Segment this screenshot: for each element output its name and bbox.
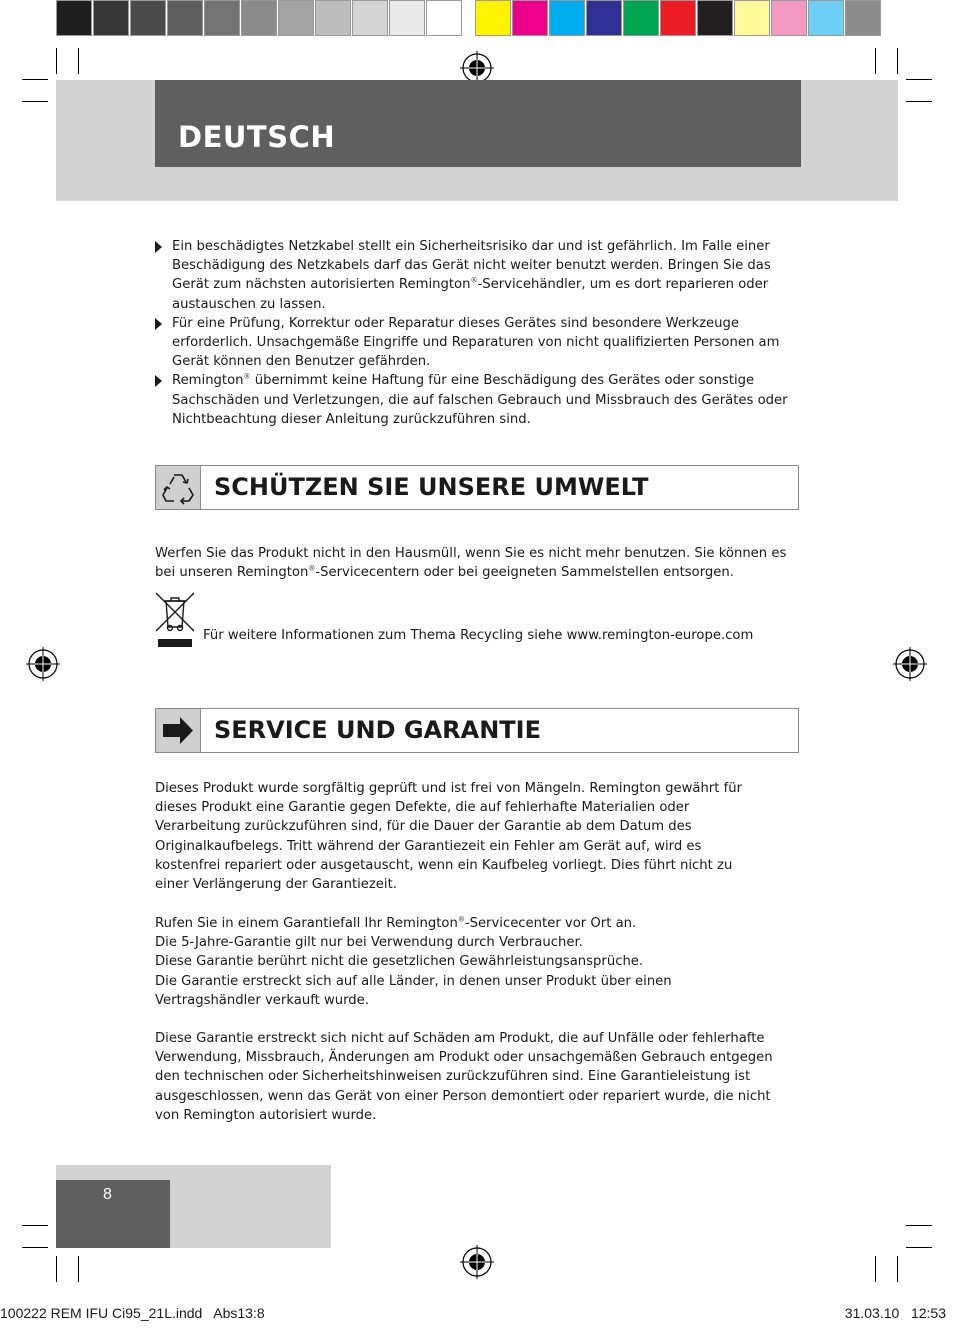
recycling-note: Für weitere Informationen zum Thema Recycling siehe www.remington-europe.com: [203, 628, 754, 643]
page-number-box: [56, 1180, 170, 1248]
gray-swatch: [278, 0, 314, 36]
page-number: 8: [103, 1186, 112, 1203]
service-line: Die 5-Jahre-Garantie gilt nur bei Verwendung durch Verbraucher.: [155, 935, 583, 951]
crop-mark: [22, 1225, 48, 1226]
crop-mark: [875, 1256, 876, 1282]
section-heading-environment: [155, 465, 799, 510]
gray-swatch: [352, 0, 388, 36]
service-paragraph-1: [155, 779, 745, 894]
color-swatch: [734, 0, 770, 36]
list-item: [155, 237, 795, 314]
gray-swatch: [130, 0, 166, 36]
crop-mark: [78, 48, 79, 74]
color-swatch: [808, 0, 844, 36]
registered-mark: ®: [457, 915, 465, 924]
registered-mark: ®: [243, 373, 251, 382]
gray-swatch: [56, 0, 92, 36]
list-item: [155, 314, 795, 372]
gray-swatch: [315, 0, 351, 36]
service-line: Diese Garantie berührt nicht die gesetzlichen Gewährleistungsansprüche.: [155, 954, 644, 970]
swatch-gap: [463, 0, 475, 38]
registration-mark-icon: [460, 1245, 494, 1279]
crop-mark: [56, 48, 57, 74]
service-paragraph-3: [155, 1029, 775, 1125]
crop-mark: [875, 48, 876, 74]
page-title: DEUTSCH: [178, 120, 336, 154]
service-line: Die Garantie erstreckt sich auf alle Länder, in denen unser Produkt über einen Vertragshändler verkauft wurde.: [155, 973, 672, 1008]
arrow-right-icon: [156, 709, 200, 752]
gray-swatch: [167, 0, 203, 36]
recycle-icon: [156, 466, 200, 509]
bullet-text: Remington® übernimmt keine Haftung für eine Beschädigung des Gerätes oder sonstige Sachschäden und Verletzungen, die auf falschen Gebrauch und Missbrauch des Gerätes oder Nichtbeachtung dieser Anleitung zurückzuführen sind.: [172, 373, 788, 427]
color-swatch: [697, 0, 733, 36]
footer-date-info: 31.03.10 12:53: [844, 1305, 946, 1321]
gray-swatch: [389, 0, 425, 36]
color-swatch: [771, 0, 807, 36]
registration-mark-icon: [26, 647, 60, 681]
color-swatch: [512, 0, 548, 36]
crop-mark: [22, 101, 48, 102]
list-item: [155, 371, 795, 429]
gray-swatch: [241, 0, 277, 36]
arrow-icon-box: [156, 709, 201, 752]
color-swatch: [660, 0, 696, 36]
bullet-text: Ein beschädigtes Netzkabel stellt ein Sicherheitsrisiko dar und ist gefährlich. Im Falle einer Beschädigung des Netzkabels darf das Gerät nicht weiter benutzt werden. Bringen Sie das Gerät zum nächsten autorisierten Remington®-Servicehändler, um es dort reparieren oder austauschen zu lassen.: [172, 239, 771, 312]
gray-swatch: [426, 0, 462, 36]
registration-mark-icon: [893, 647, 927, 681]
crop-mark: [906, 101, 932, 102]
gray-swatch: [204, 0, 240, 36]
crop-mark: [897, 48, 898, 74]
color-swatch: [623, 0, 659, 36]
color-swatch: [475, 0, 511, 36]
crop-mark: [22, 1247, 48, 1248]
recycle-icon-box: [156, 466, 201, 509]
color-swatch: [549, 0, 585, 36]
bullet-triangle-icon: [155, 241, 162, 253]
service-text-3: Diese Garantie erstreckt sich nicht auf Schäden am Produkt, die auf Unfälle oder fehlerhafte Verwendung, Missbrauch, Änderungen am Produkt oder unsachgemäßen Gebrauch entgegen den technischen oder Sicherheitshinweisen zurückzuführen sind. Eine Garantieleistung ist ausgeschlossen, wenn das Gerät von einer Person demontiert oder repariert wurde, die nicht von Remington autorisiert wurde.: [155, 1031, 773, 1123]
crop-mark: [22, 79, 48, 80]
environment-paragraph: [155, 544, 795, 582]
section-title: SERVICE UND GARANTIE: [214, 716, 541, 744]
crossed-out-bin-icon: [154, 591, 196, 649]
bullet-text: Für eine Prüfung, Korrektur oder Reparatur dieses Gerätes sind besondere Werkzeuge erforderlich. Unsachgemäße Eingriffe und Reparaturen von nicht qualifizierten Personen am Gerät können den Benutzer gefährden.: [172, 315, 780, 370]
bullet-triangle-icon: [155, 318, 162, 330]
environment-text: Werfen Sie das Produkt nicht in den Hausmüll, wenn Sie es nicht mehr benutzen. Sie können es bei unseren Remington®-Servicecentern oder bei geeigneten Sammelstellen entsorgen.: [155, 546, 787, 581]
service-line: Rufen Sie in einem Garantiefall Ihr Remington®-Servicecenter vor Ort an.: [155, 915, 637, 931]
crop-mark: [897, 1256, 898, 1282]
color-swatch: [586, 0, 622, 36]
registered-mark: ®: [308, 564, 316, 573]
safety-bullet-list: [155, 237, 795, 429]
service-paragraph-2: [155, 914, 755, 1010]
footer-file-info: 100222 REM IFU Ci95_21L.indd Abs13:8: [0, 1305, 265, 1321]
crop-mark: [78, 1256, 79, 1282]
crop-mark: [56, 1256, 57, 1282]
section-heading-service: [155, 708, 799, 753]
crop-mark: [906, 79, 932, 80]
crop-mark: [906, 1247, 932, 1248]
section-title: SCHÜTZEN SIE UNSERE UMWELT: [214, 473, 649, 501]
registered-mark: ®: [470, 277, 478, 286]
crop-mark: [906, 1225, 932, 1226]
gray-swatch: [93, 0, 129, 36]
color-swatch: [845, 0, 881, 36]
service-text-1: Dieses Produkt wurde sorgfältig geprüft und ist frei von Mängeln. Remington gewährt für dieses Produkt eine Garantie gegen Defekte, die auf fehlerhafte Materialien oder Verarbeitung zurückzuführen sind, für die Dauer der Garantie ab dem Datum des Originalkaufbelegs. Tritt während der Garantiezeit ein Fehler am Gerät auf, wird es kostenfrei repariert oder ausgetauscht, wenn ein Kaufbeleg vorliegt. Dies führt nicht zu einer Verlängerung der Garantiezeit.: [155, 781, 743, 893]
color-calibration-bar: [56, 0, 882, 38]
bullet-triangle-icon: [155, 375, 162, 387]
